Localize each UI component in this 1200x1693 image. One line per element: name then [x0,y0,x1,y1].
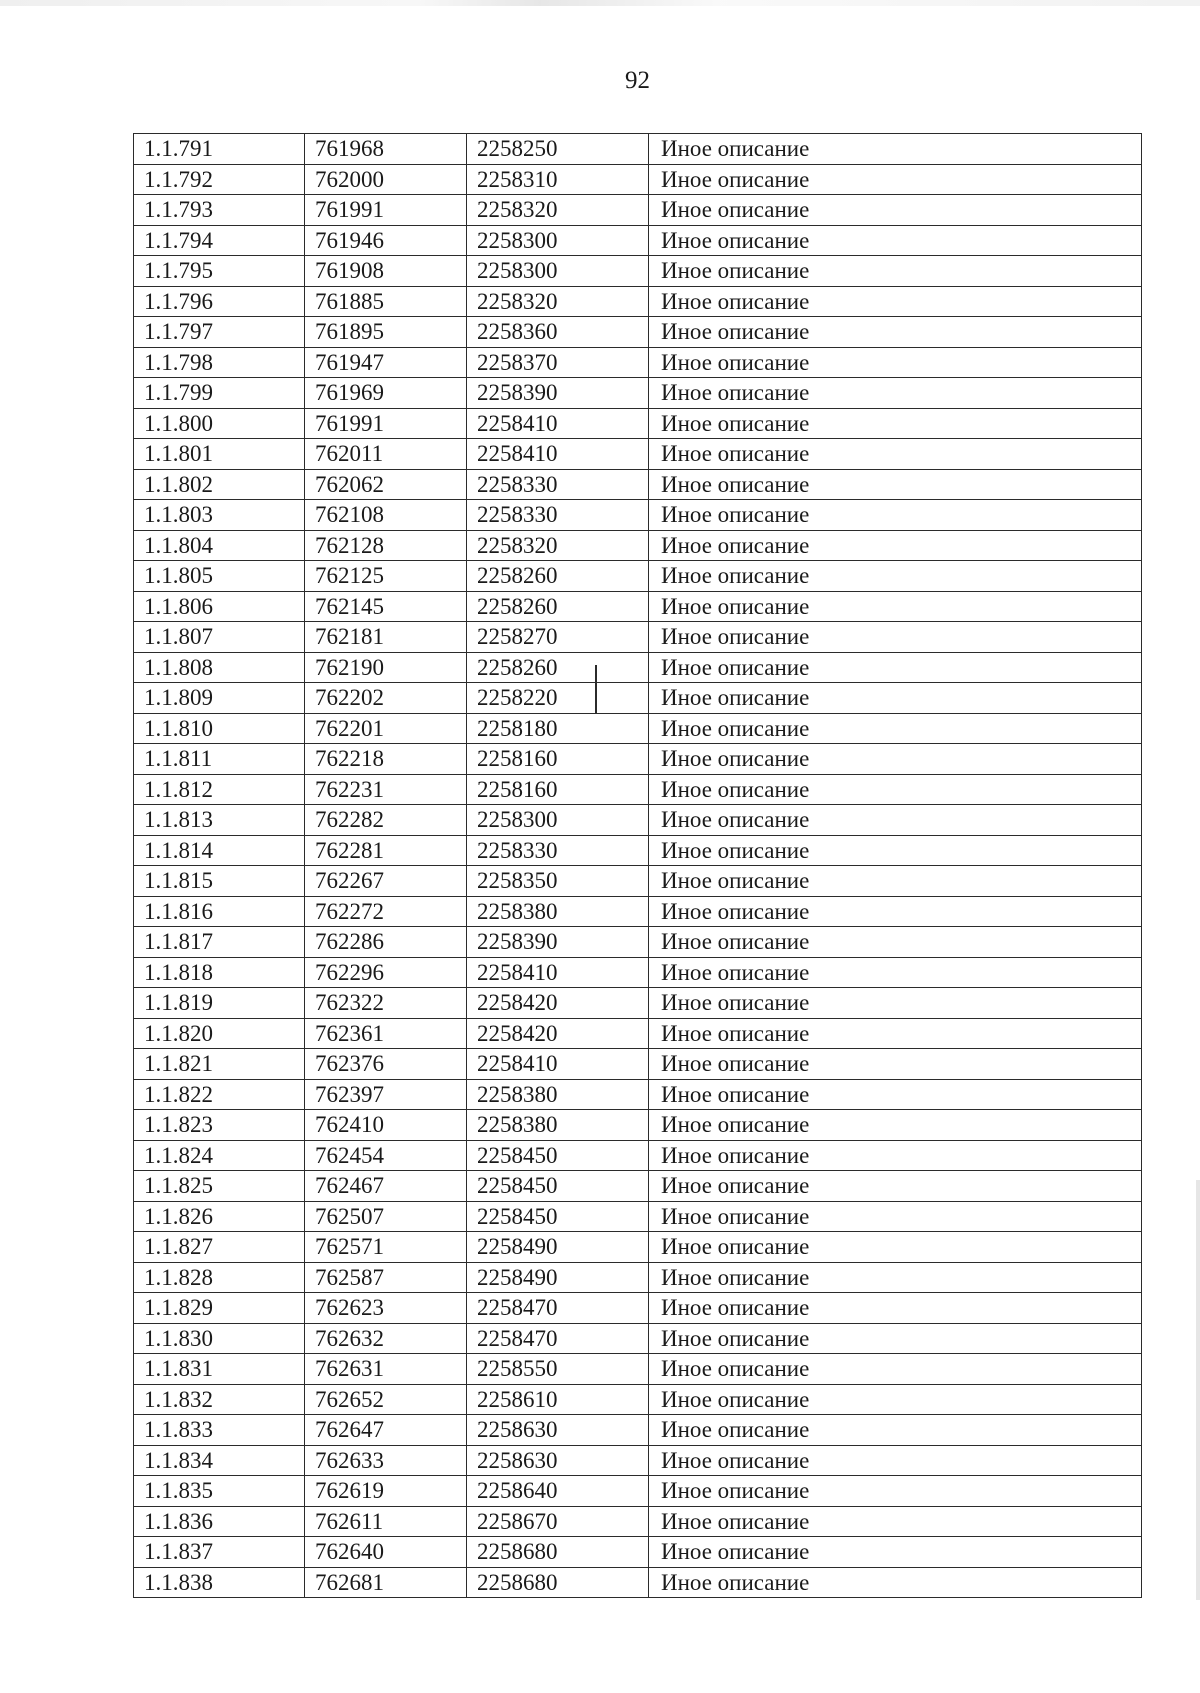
y-coordinate-cell: 2258310 [467,164,649,195]
table-row [134,1262,1142,1293]
table-row [134,225,1142,256]
x-coordinate-cell: 762631 [305,1354,467,1385]
table-row [134,530,1142,561]
description-cell: Иное описание [649,835,1142,866]
table-row [134,317,1142,348]
y-coordinate-cell: 2258250 [467,134,649,165]
point-number-cell: 1.1.829 [134,1293,305,1324]
table-row [134,927,1142,958]
point-number-cell: 1.1.798 [134,347,305,378]
table-row [134,1232,1142,1263]
y-coordinate-cell: 2258450 [467,1140,649,1171]
y-coordinate-cell: 2258420 [467,1018,649,1049]
table-row [134,1567,1142,1598]
y-coordinate-cell: 2258330 [467,500,649,531]
table-row [134,500,1142,531]
page-number: 92 [625,67,650,94]
y-coordinate-cell: 2258260 [467,591,649,622]
point-number-cell: 1.1.812 [134,774,305,805]
y-coordinate-cell: 2258300 [467,225,649,256]
x-coordinate-cell: 762467 [305,1171,467,1202]
table-row [134,286,1142,317]
description-cell: Иное описание [649,1567,1142,1598]
y-coordinate-cell: 2258390 [467,927,649,958]
point-number-cell: 1.1.810 [134,713,305,744]
point-number-cell: 1.1.820 [134,1018,305,1049]
y-coordinate-cell: 2258610 [467,1384,649,1415]
description-cell: Иное описание [649,439,1142,470]
description-cell: Иное описание [649,530,1142,561]
description-cell: Иное описание [649,1049,1142,1080]
table-row [134,744,1142,775]
description-cell: Иное описание [649,774,1142,805]
table-row [134,1354,1142,1385]
point-number-cell: 1.1.801 [134,439,305,470]
point-number-cell: 1.1.826 [134,1201,305,1232]
table-row [134,195,1142,226]
y-coordinate-cell: 2258160 [467,744,649,775]
point-number-cell: 1.1.815 [134,866,305,897]
table-row [134,866,1142,897]
table-row [134,1476,1142,1507]
point-number-cell: 1.1.828 [134,1262,305,1293]
table-row [134,957,1142,988]
description-cell: Иное описание [649,988,1142,1019]
table-row [134,164,1142,195]
table-body [134,134,1142,1598]
table-row [134,652,1142,683]
y-coordinate-cell: 2258680 [467,1567,649,1598]
point-number-cell: 1.1.831 [134,1354,305,1385]
y-coordinate-cell: 2258550 [467,1354,649,1385]
y-coordinate-cell: 2258410 [467,1049,649,1080]
description-cell: Иное описание [649,1354,1142,1385]
description-cell: Иное описание [649,1018,1142,1049]
point-number-cell: 1.1.834 [134,1445,305,1476]
point-number-cell: 1.1.814 [134,835,305,866]
y-coordinate-cell: 2258470 [467,1293,649,1324]
y-coordinate-cell: 2258360 [467,317,649,348]
description-cell: Иное описание [649,1323,1142,1354]
point-number-cell: 1.1.802 [134,469,305,500]
table-row [134,561,1142,592]
table-row [134,1201,1142,1232]
point-number-cell: 1.1.825 [134,1171,305,1202]
x-coordinate-cell: 762108 [305,500,467,531]
table-row [134,1323,1142,1354]
y-coordinate-cell: 2258420 [467,988,649,1019]
point-number-cell: 1.1.794 [134,225,305,256]
y-coordinate-cell: 2258680 [467,1537,649,1568]
table-row [134,1171,1142,1202]
y-coordinate-cell: 2258160 [467,774,649,805]
x-coordinate-cell: 762286 [305,927,467,958]
table-row [134,622,1142,653]
description-cell: Иное описание [649,1110,1142,1141]
x-coordinate-cell: 761946 [305,225,467,256]
y-coordinate-cell: 2258380 [467,1110,649,1141]
x-coordinate-cell: 762647 [305,1415,467,1446]
y-coordinate-cell: 2258270 [467,622,649,653]
scan-edge-right [1196,1180,1200,1600]
x-coordinate-cell: 761947 [305,347,467,378]
description-cell: Иное описание [649,134,1142,165]
point-number-cell: 1.1.832 [134,1384,305,1415]
description-cell: Иное описание [649,927,1142,958]
y-coordinate-cell: 2258670 [467,1506,649,1537]
table-row [134,713,1142,744]
x-coordinate-cell: 761895 [305,317,467,348]
x-coordinate-cell: 762125 [305,561,467,592]
point-number-cell: 1.1.809 [134,683,305,714]
point-number-cell: 1.1.813 [134,805,305,836]
point-number-cell: 1.1.797 [134,317,305,348]
y-coordinate-cell: 2258320 [467,195,649,226]
y-coordinate-cell: 2258490 [467,1262,649,1293]
description-cell: Иное описание [649,164,1142,195]
table-row [134,134,1142,165]
x-coordinate-cell: 762507 [305,1201,467,1232]
x-coordinate-cell: 761991 [305,195,467,226]
scan-pen-mark [595,665,597,713]
table-row [134,683,1142,714]
description-cell: Иное описание [649,866,1142,897]
description-cell: Иное описание [649,1415,1142,1446]
point-number-cell: 1.1.791 [134,134,305,165]
table-row [134,1018,1142,1049]
x-coordinate-cell: 762619 [305,1476,467,1507]
table-row [134,774,1142,805]
y-coordinate-cell: 2258330 [467,835,649,866]
description-cell: Иное описание [649,744,1142,775]
table-row [134,1537,1142,1568]
description-cell: Иное описание [649,683,1142,714]
x-coordinate-cell: 762376 [305,1049,467,1080]
description-cell: Иное описание [649,1140,1142,1171]
x-coordinate-cell: 762201 [305,713,467,744]
point-number-cell: 1.1.818 [134,957,305,988]
table-row [134,1415,1142,1446]
x-coordinate-cell: 761969 [305,378,467,409]
scan-edge-top [0,0,1200,6]
table-row [134,1384,1142,1415]
point-number-cell: 1.1.804 [134,530,305,561]
y-coordinate-cell: 2258300 [467,256,649,287]
description-cell: Иное описание [649,347,1142,378]
table-row [134,1445,1142,1476]
x-coordinate-cell: 762652 [305,1384,467,1415]
description-cell: Иное описание [649,1293,1142,1324]
table-row [134,1049,1142,1080]
description-cell: Иное описание [649,256,1142,287]
x-coordinate-cell: 762571 [305,1232,467,1263]
description-cell: Иное описание [649,378,1142,409]
x-coordinate-cell: 761908 [305,256,467,287]
x-coordinate-cell: 762281 [305,835,467,866]
y-coordinate-cell: 2258370 [467,347,649,378]
y-coordinate-cell: 2258220 [467,683,649,714]
description-cell: Иное описание [649,1384,1142,1415]
description-cell: Иное описание [649,408,1142,439]
y-coordinate-cell: 2258450 [467,1201,649,1232]
description-cell: Иное описание [649,1232,1142,1263]
x-coordinate-cell: 762145 [305,591,467,622]
point-number-cell: 1.1.792 [134,164,305,195]
point-number-cell: 1.1.838 [134,1567,305,1598]
y-coordinate-cell: 2258260 [467,652,649,683]
y-coordinate-cell: 2258490 [467,1232,649,1263]
description-cell: Иное описание [649,195,1142,226]
x-coordinate-cell: 762611 [305,1506,467,1537]
x-coordinate-cell: 762681 [305,1567,467,1598]
x-coordinate-cell: 762397 [305,1079,467,1110]
point-number-cell: 1.1.819 [134,988,305,1019]
y-coordinate-cell: 2258410 [467,408,649,439]
x-coordinate-cell: 762231 [305,774,467,805]
point-number-cell: 1.1.837 [134,1537,305,1568]
x-coordinate-cell: 762410 [305,1110,467,1141]
y-coordinate-cell: 2258350 [467,866,649,897]
point-number-cell: 1.1.823 [134,1110,305,1141]
y-coordinate-cell: 2258300 [467,805,649,836]
y-coordinate-cell: 2258470 [467,1323,649,1354]
description-cell: Иное описание [649,591,1142,622]
description-cell: Иное описание [649,500,1142,531]
description-cell: Иное описание [649,317,1142,348]
table-row [134,256,1142,287]
table-row [134,805,1142,836]
y-coordinate-cell: 2258380 [467,1079,649,1110]
point-number-cell: 1.1.795 [134,256,305,287]
description-cell: Иное описание [649,286,1142,317]
x-coordinate-cell: 762128 [305,530,467,561]
description-cell: Иное описание [649,1201,1142,1232]
x-coordinate-cell: 762190 [305,652,467,683]
x-coordinate-cell: 762062 [305,469,467,500]
x-coordinate-cell: 762632 [305,1323,467,1354]
description-cell: Иное описание [649,1476,1142,1507]
point-number-cell: 1.1.796 [134,286,305,317]
description-cell: Иное описание [649,1079,1142,1110]
y-coordinate-cell: 2258640 [467,1476,649,1507]
x-coordinate-cell: 762202 [305,683,467,714]
description-cell: Иное описание [649,1171,1142,1202]
description-cell: Иное описание [649,622,1142,653]
table-row [134,1293,1142,1324]
point-number-cell: 1.1.824 [134,1140,305,1171]
point-number-cell: 1.1.811 [134,744,305,775]
table-row [134,1506,1142,1537]
y-coordinate-cell: 2258630 [467,1415,649,1446]
point-number-cell: 1.1.817 [134,927,305,958]
point-number-cell: 1.1.799 [134,378,305,409]
table-row [134,988,1142,1019]
point-number-cell: 1.1.836 [134,1506,305,1537]
y-coordinate-cell: 2258450 [467,1171,649,1202]
table-row [134,896,1142,927]
x-coordinate-cell: 762623 [305,1293,467,1324]
table-row [134,1140,1142,1171]
x-coordinate-cell: 762633 [305,1445,467,1476]
point-number-cell: 1.1.821 [134,1049,305,1080]
point-number-cell: 1.1.822 [134,1079,305,1110]
y-coordinate-cell: 2258320 [467,286,649,317]
y-coordinate-cell: 2258260 [467,561,649,592]
point-number-cell: 1.1.806 [134,591,305,622]
x-coordinate-cell: 761968 [305,134,467,165]
description-cell: Иное описание [649,469,1142,500]
description-cell: Иное описание [649,957,1142,988]
y-coordinate-cell: 2258410 [467,957,649,988]
description-cell: Иное описание [649,1506,1142,1537]
x-coordinate-cell: 762640 [305,1537,467,1568]
description-cell: Иное описание [649,896,1142,927]
x-coordinate-cell: 762267 [305,866,467,897]
y-coordinate-cell: 2258630 [467,1445,649,1476]
point-number-cell: 1.1.807 [134,622,305,653]
x-coordinate-cell: 762296 [305,957,467,988]
table-row [134,835,1142,866]
point-number-cell: 1.1.827 [134,1232,305,1263]
point-number-cell: 1.1.793 [134,195,305,226]
description-cell: Иное описание [649,1262,1142,1293]
table-row [134,1079,1142,1110]
point-number-cell: 1.1.833 [134,1415,305,1446]
description-cell: Иное описание [649,652,1142,683]
x-coordinate-cell: 761885 [305,286,467,317]
description-cell: Иное описание [649,225,1142,256]
table-row [134,347,1142,378]
point-number-cell: 1.1.830 [134,1323,305,1354]
y-coordinate-cell: 2258390 [467,378,649,409]
x-coordinate-cell: 762011 [305,439,467,470]
x-coordinate-cell: 762282 [305,805,467,836]
x-coordinate-cell: 762454 [305,1140,467,1171]
description-cell: Иное описание [649,805,1142,836]
table-row [134,378,1142,409]
x-coordinate-cell: 762000 [305,164,467,195]
description-cell: Иное описание [649,1537,1142,1568]
table-row [134,469,1142,500]
x-coordinate-cell: 762218 [305,744,467,775]
point-number-cell: 1.1.805 [134,561,305,592]
y-coordinate-cell: 2258410 [467,439,649,470]
coordinates-table [133,133,1142,1598]
y-coordinate-cell: 2258180 [467,713,649,744]
table-row [134,1110,1142,1141]
x-coordinate-cell: 762361 [305,1018,467,1049]
y-coordinate-cell: 2258330 [467,469,649,500]
y-coordinate-cell: 2258320 [467,530,649,561]
table-row [134,439,1142,470]
x-coordinate-cell: 762322 [305,988,467,1019]
description-cell: Иное описание [649,713,1142,744]
x-coordinate-cell: 762181 [305,622,467,653]
point-number-cell: 1.1.808 [134,652,305,683]
table-row [134,408,1142,439]
point-number-cell: 1.1.835 [134,1476,305,1507]
y-coordinate-cell: 2258380 [467,896,649,927]
x-coordinate-cell: 762272 [305,896,467,927]
point-number-cell: 1.1.803 [134,500,305,531]
table-row [134,591,1142,622]
x-coordinate-cell: 762587 [305,1262,467,1293]
point-number-cell: 1.1.816 [134,896,305,927]
description-cell: Иное описание [649,561,1142,592]
point-number-cell: 1.1.800 [134,408,305,439]
x-coordinate-cell: 761991 [305,408,467,439]
description-cell: Иное описание [649,1445,1142,1476]
